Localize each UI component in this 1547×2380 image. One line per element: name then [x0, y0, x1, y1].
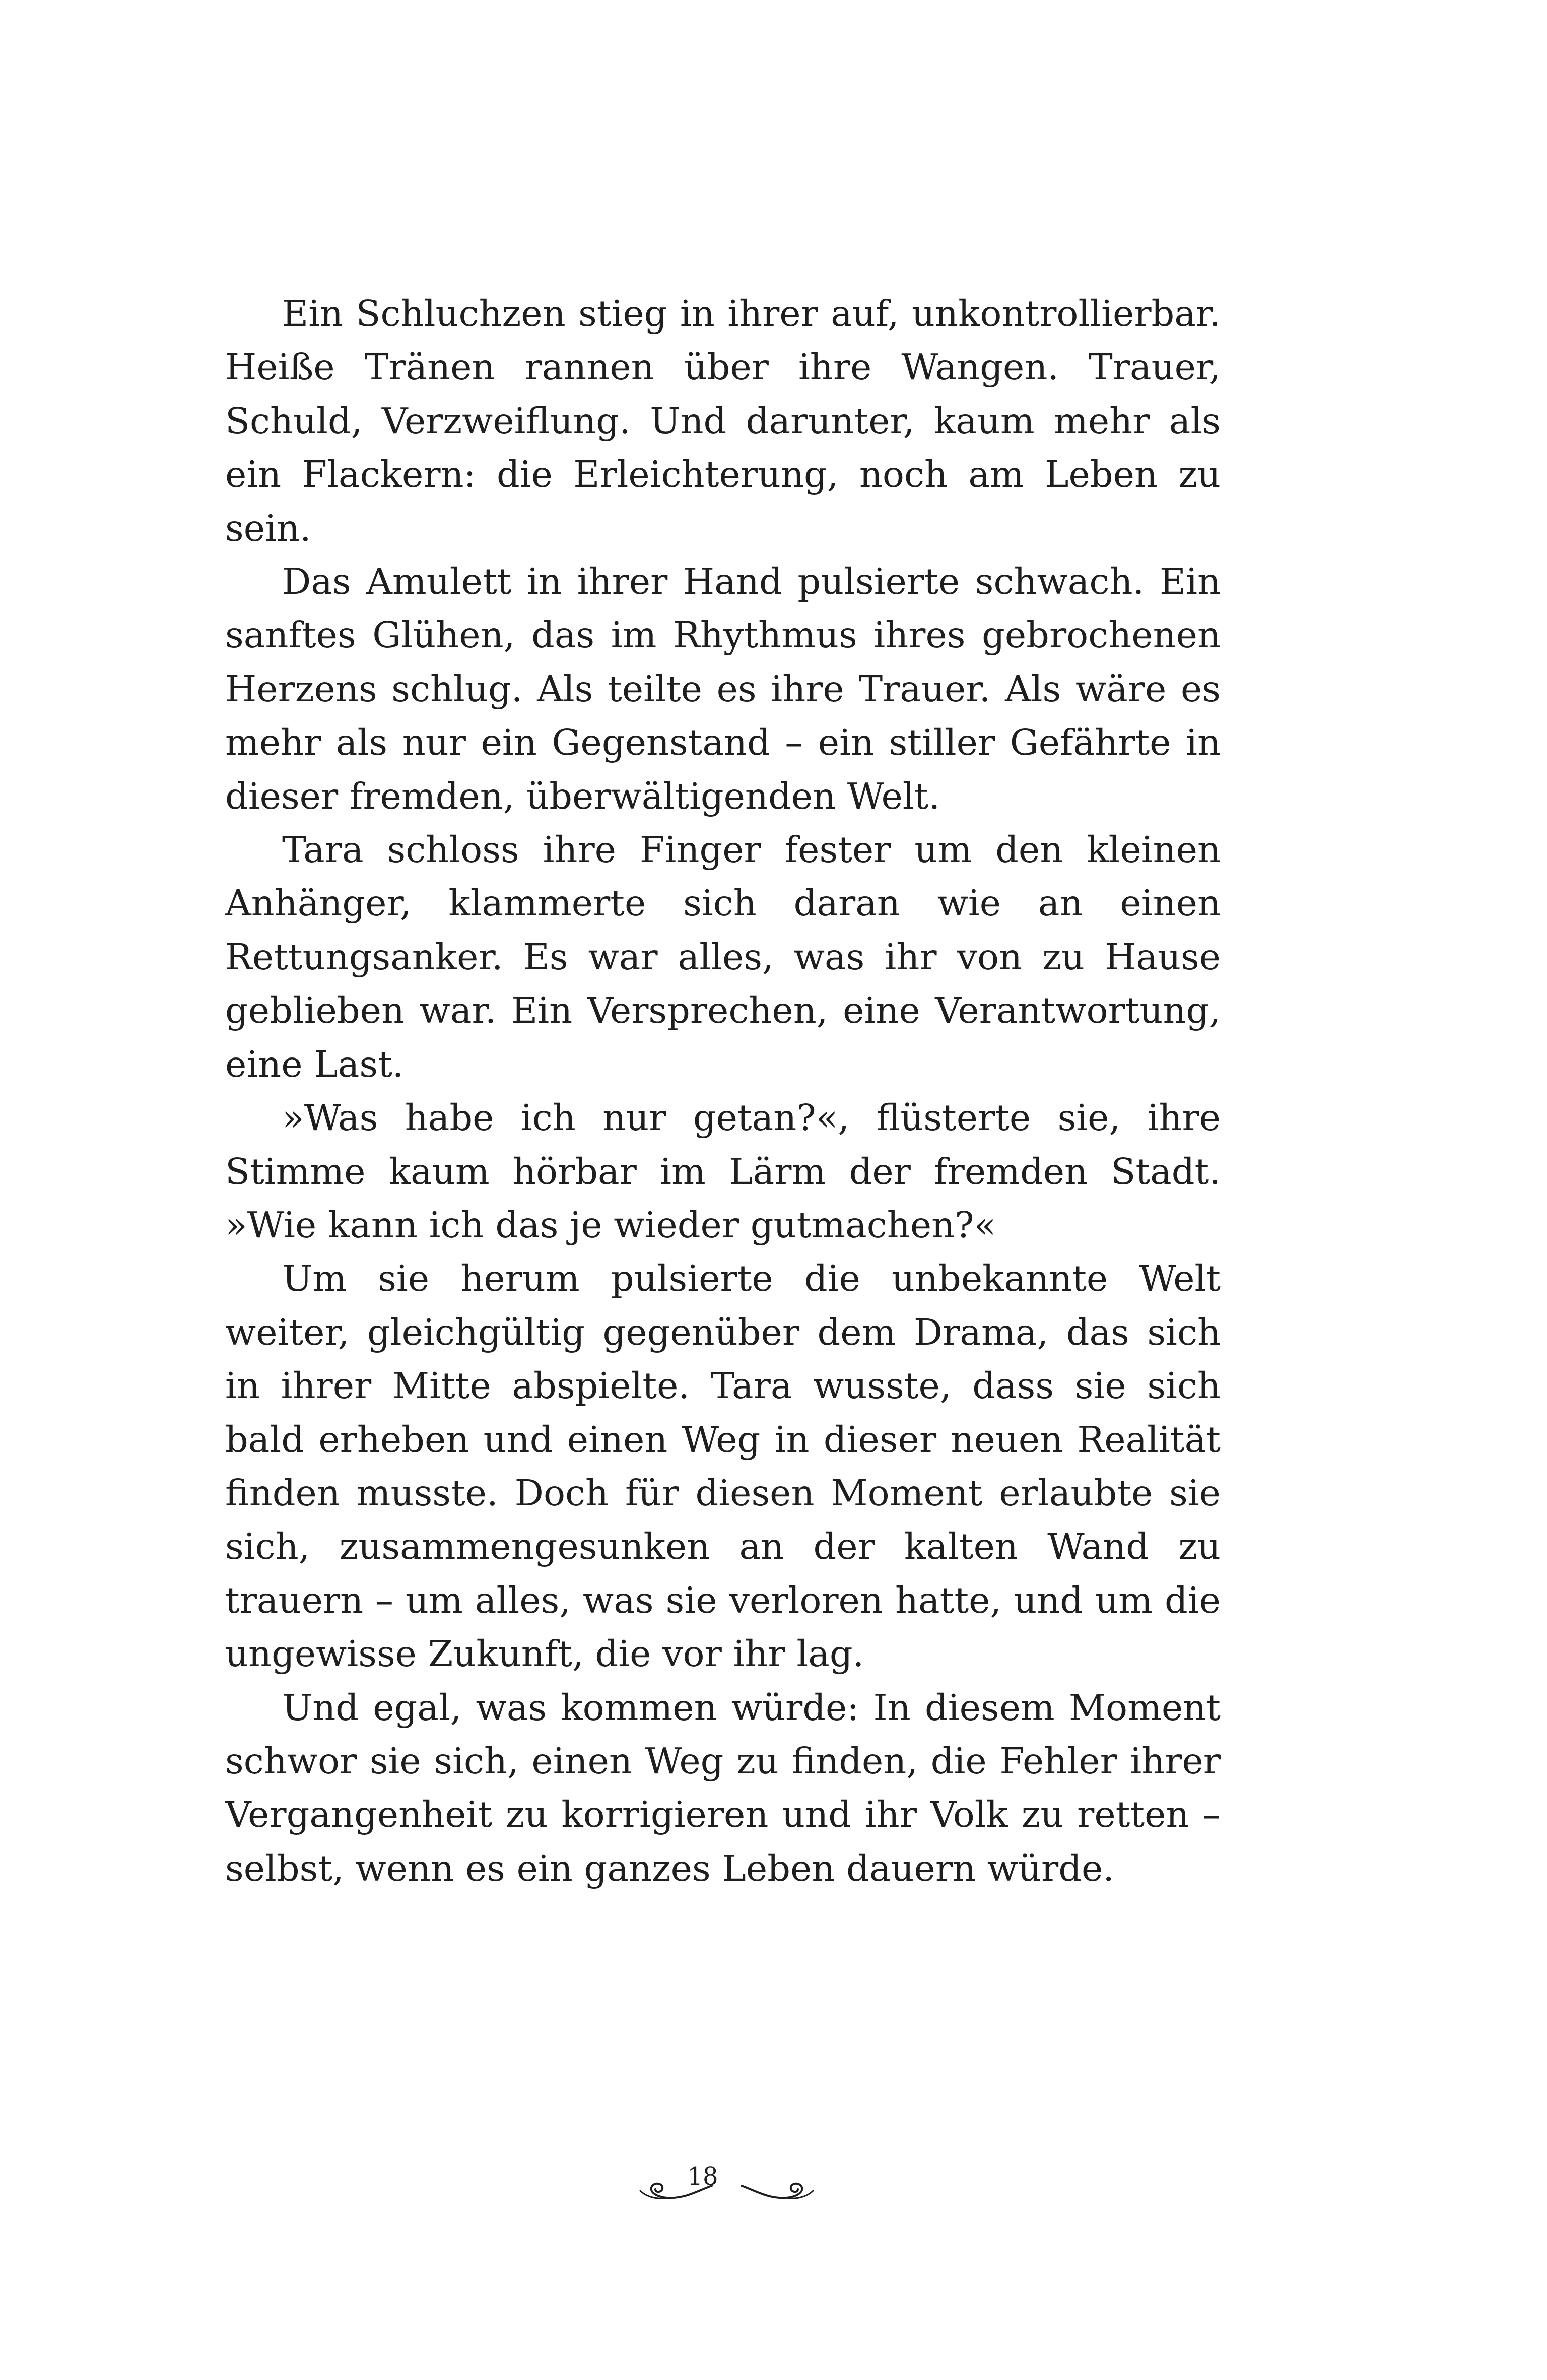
page-footer	[622, 2161, 783, 2222]
page-number: 18	[687, 2162, 718, 2191]
paragraph-4: »Was habe ich nur getan?«, flüsterte sie, ihre Stimme kaum hörbar im Lärm der fremden Stadt. »Wie kann ich das je wieder gutmachen?«	[225, 1097, 1221, 1246]
paragraph-1: Ein Schluchzen stieg in ihrer auf, unkontrollierbar. Heiße Tränen rannen über ihre Wangen. Trauer, Schuld, Verzweiflung. Und darunter, kaum mehr als ein Flackern: die Erleichterung, noch am Leben zu sein.	[225, 293, 1221, 549]
paragraph-2: Das Amulett in ihrer Hand pulsierte schwach. Ein sanftes Glühen, das im Rhythmus ihres gebrochenen Herzens schlug. Als teilte es ihre Trauer. Als wäre es mehr als nur ein Gegenstand – ein stiller Gefährte in dieser fremden, überwältigenden Welt.	[225, 561, 1221, 817]
paragraph-3: Tara schloss ihre Finger fester um den kleinen Anhänger, klammerte sich daran wie an einen Rettungsanker. Es war alles, was ihr von zu Hause geblieben war. Ein Versprechen, eine Verantwortung, eine Last.	[225, 829, 1221, 1085]
body-text	[225, 287, 1221, 1895]
paragraph-5: Um sie herum pulsierte die unbekannte Welt weiter, gleichgültig gegenüber dem Drama, das sich in ihrer Mitte abspielte. Tara wusste, dass sie sich bald erheben und einen Weg in dieser neuen Realität finden musste. Doch für diesen Moment erlaubte sie sich, zusammengesunken an der kalten Wand zu trauern – um alles, was sie verloren hatte, und um die ungewisse Zukunft, die vor ihr lag.	[225, 1258, 1221, 1675]
flourish-right-icon	[741, 2175, 816, 2206]
paragraph-6: Und egal, was kommen würde: In diesem Moment schwor sie sich, einen Weg zu finden, die Fehler ihrer Vergangenheit zu korrigieren und ihr Volk zu retten – selbst, wenn es ein ganzes Leben dauern würde.	[225, 1686, 1221, 1889]
